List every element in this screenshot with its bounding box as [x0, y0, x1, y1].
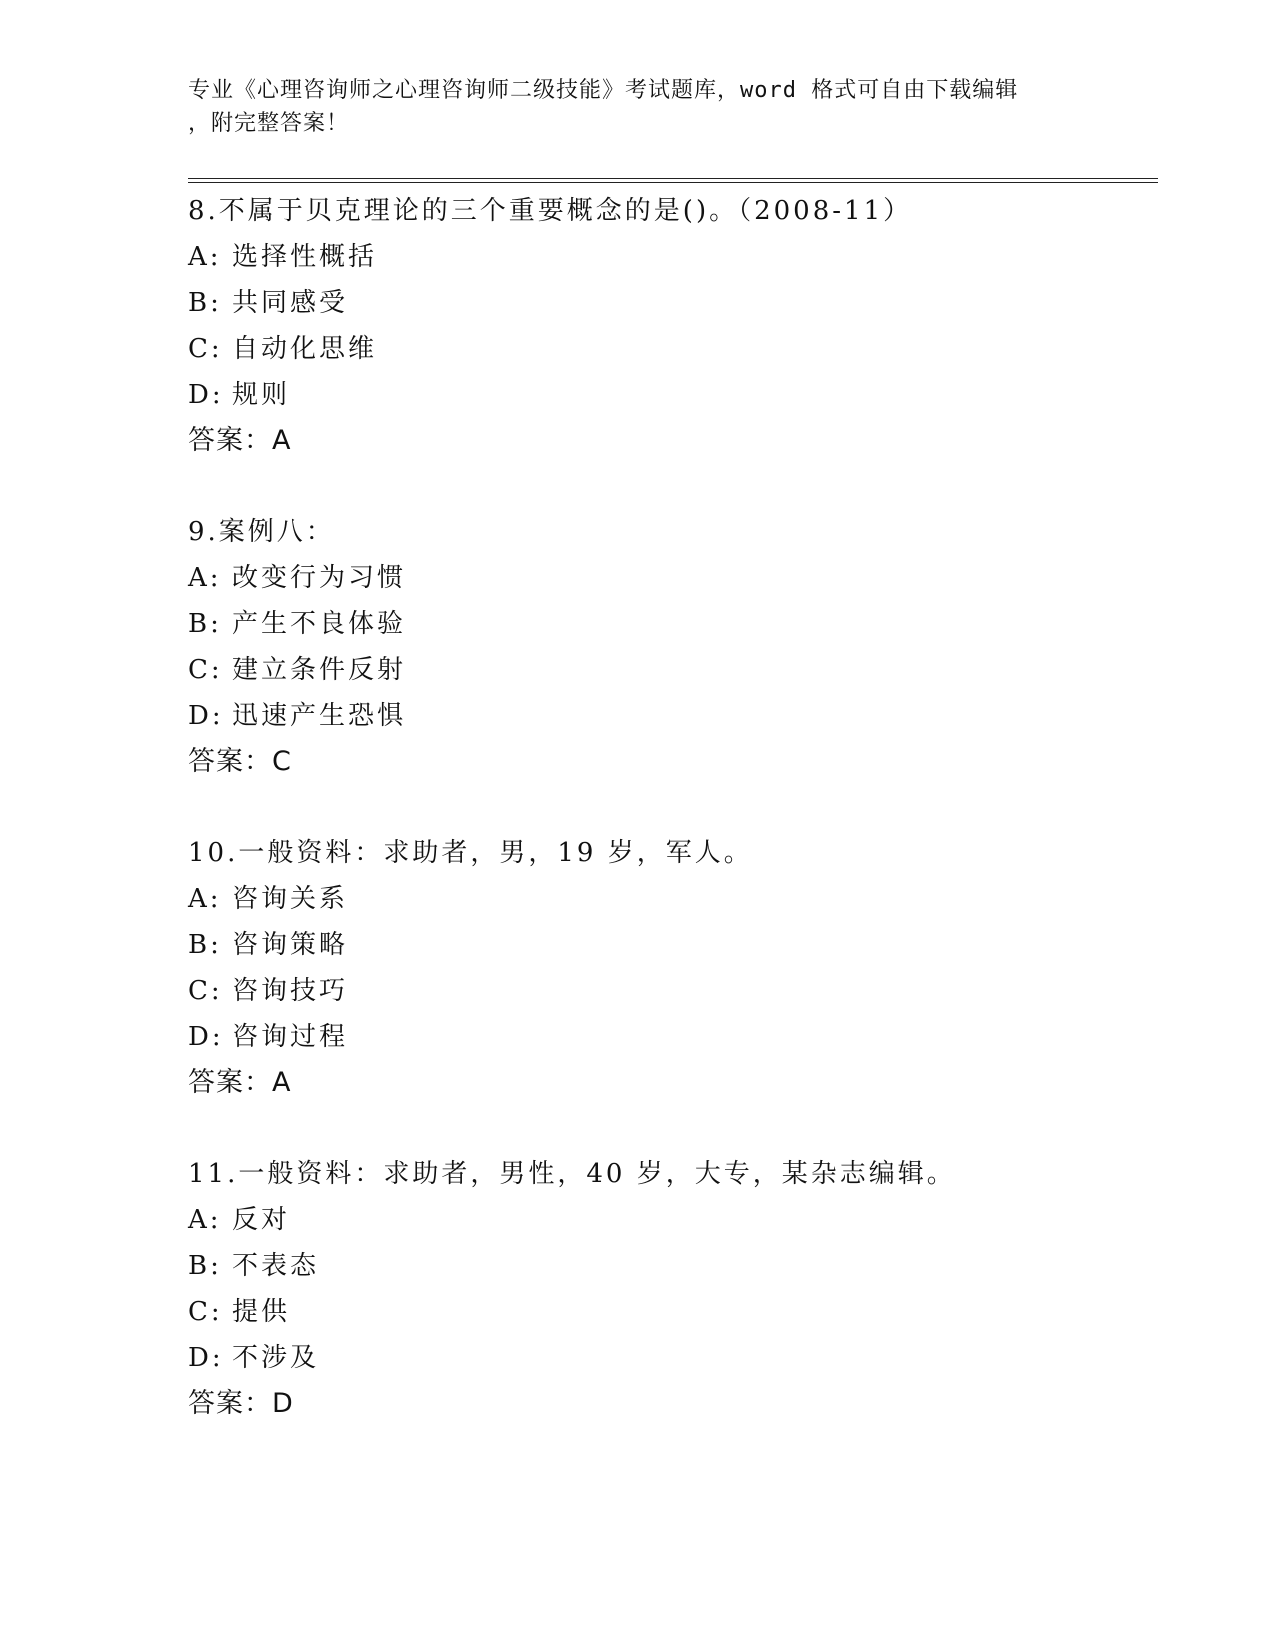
question-10: [188, 830, 1158, 1106]
option-a: [188, 234, 1158, 280]
option-text: 迅速产生恐惧: [232, 701, 407, 731]
option-c: [188, 326, 1158, 372]
option-a: [188, 555, 1158, 601]
option-a: [188, 1197, 1158, 1243]
option-text: 选择性概括: [232, 242, 378, 272]
option-letter: C:: [188, 1297, 223, 1327]
question-11: [188, 1151, 1158, 1427]
option-d: [188, 1014, 1158, 1060]
option-text: 改变行为习惯: [232, 563, 407, 593]
option-d: [188, 1335, 1158, 1381]
header-line-1: 专业《心理咨询师之心理咨询师二级技能》考试题库，word 格式可自由下载编辑: [188, 78, 1019, 103]
option-text: 咨询过程: [232, 1022, 349, 1052]
question-title: 8.不属于贝克理论的三个重要概念的是()。（2008-11）: [188, 196, 913, 226]
option-letter: A:: [188, 884, 222, 914]
option-letter: C:: [188, 976, 223, 1006]
option-text: 反对: [232, 1205, 291, 1235]
option-text: 咨询策略: [232, 930, 349, 960]
question-list: [188, 188, 1158, 1472]
document-header: [188, 74, 1068, 140]
option-b: [188, 601, 1158, 647]
option-c: [188, 968, 1158, 1014]
option-letter: D:: [188, 701, 224, 731]
header-line-2: ，附完整答案！: [188, 111, 350, 136]
answer-line: 答案：D: [188, 1388, 294, 1419]
option-letter: B:: [188, 609, 222, 639]
question-title: 11.一般资料：求助者，男性，40 岁，大专，某杂志编辑。: [188, 1159, 956, 1189]
question-title: 10.一般资料：求助者，男，19 岁，军人。: [188, 838, 753, 868]
question-8: [188, 188, 1158, 464]
question-9: [188, 509, 1158, 785]
option-text: 建立条件反射: [232, 655, 407, 685]
option-letter: A:: [188, 242, 222, 272]
option-text: 咨询关系: [232, 884, 349, 914]
option-letter: C:: [188, 334, 223, 364]
answer-line: 答案：A: [188, 425, 292, 456]
option-letter: A:: [188, 563, 222, 593]
answer-line: 答案：A: [188, 1067, 292, 1098]
option-c: [188, 647, 1158, 693]
option-letter: B:: [188, 930, 222, 960]
option-text: 不表态: [232, 1251, 320, 1281]
option-d: [188, 372, 1158, 418]
option-text: 自动化思维: [232, 334, 378, 364]
option-c: [188, 1289, 1158, 1335]
option-text: 提供: [232, 1297, 291, 1327]
option-b: [188, 922, 1158, 968]
header-divider-top: [188, 178, 1158, 179]
option-letter: A:: [188, 1205, 222, 1235]
header-divider-bottom: [188, 182, 1158, 183]
option-text: 共同感受: [232, 288, 349, 318]
option-a: [188, 876, 1158, 922]
option-d: [188, 693, 1158, 739]
question-title: 9.案例八：: [188, 517, 335, 547]
option-letter: C:: [188, 655, 223, 685]
option-letter: D:: [188, 1022, 224, 1052]
option-letter: B:: [188, 288, 222, 318]
option-text: 不涉及: [232, 1343, 320, 1373]
option-b: [188, 280, 1158, 326]
option-text: 产生不良体验: [232, 609, 407, 639]
option-letter: D:: [188, 380, 224, 410]
option-text: 咨询技巧: [232, 976, 349, 1006]
option-text: 规则: [232, 380, 291, 410]
option-letter: B:: [188, 1251, 222, 1281]
answer-line: 答案：C: [188, 746, 292, 777]
option-b: [188, 1243, 1158, 1289]
option-letter: D:: [188, 1343, 224, 1373]
